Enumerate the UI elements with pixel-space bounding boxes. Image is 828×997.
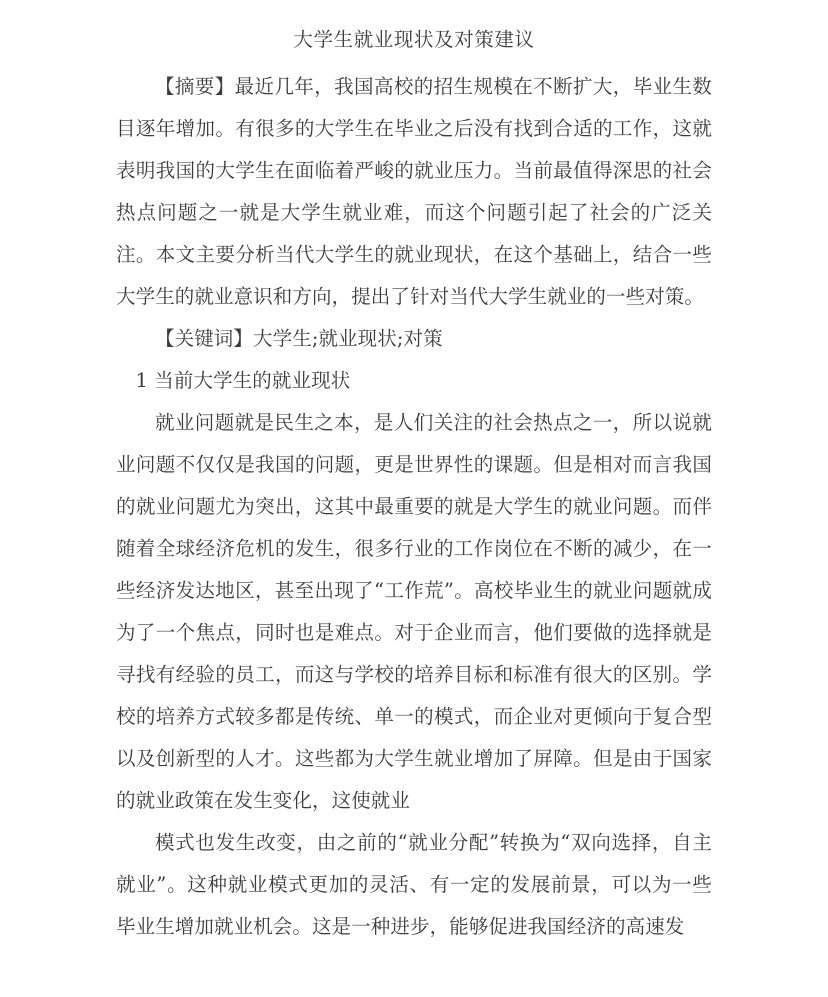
section-heading-1: 1 当前大学生的就业现状	[135, 369, 351, 392]
keywords-label: 【关键词】	[155, 327, 254, 350]
abstract-paragraph	[116, 66, 712, 318]
document-body	[116, 54, 712, 948]
keywords-paragraph	[116, 318, 712, 360]
section-1-paragraph-1: 就业问题就是民生之本，是人们关注的社会热点之一，所以说就业问题不仅仅是我国的问题，更是世界性的课题。但是相对而言我国的就业问题尤为突出，这其中最重要的就是大学生的就业问题。而伴随着全球经济危机的发生，很多行业的工作岗位在不断的减少，在一些经济发达地区，甚至出现了“工作荒”。高校毕业生的就业问题就成为了一个焦点，同时也是难点。对于企业而言，他们要做的选择就是寻找有经验的员工，而这与学校的培养目标和标准有很大的区别。学校的培养方式较多都是传统、单一的模式，而企业对更倾向于复合型以及创新型的人才。这些都为大学生就业增加了屏障。但是由于国家的就业政策在发生变化，这使就业	[116, 411, 712, 812]
page-title: 大学生就业现状及对策建议	[293, 28, 535, 51]
abstract-label: 【摘要】	[155, 75, 235, 98]
section-1-paragraph-2: 模式也发生改变，由之前的“就业分配”转换为“双向选择，自主就业”。这种就业模式更加的灵活、有一定的发展前景，可以为一些毕业生增加就业机会。这是一种进步，能够促进我国经济的高速发	[116, 831, 712, 938]
keywords-text: 大学生;就业现状;对策	[253, 327, 443, 350]
abstract-text: 最近几年，我国高校的招生规模在不断扩大，毕业生数目逐年增加。有很多的大学生在毕业之后没有找到合适的工作，这就表明我国的大学生在面临着严峻的就业压力。当前最值得深思的社会热点问题之一就是大学生就业难，而这个问题引起了社会的广泛关注。本文主要分析当代大学生的就业现状，在这个基础上，结合一些大学生的就业意识和方向，提出了针对当代大学生就业的一些对策。	[116, 75, 712, 308]
